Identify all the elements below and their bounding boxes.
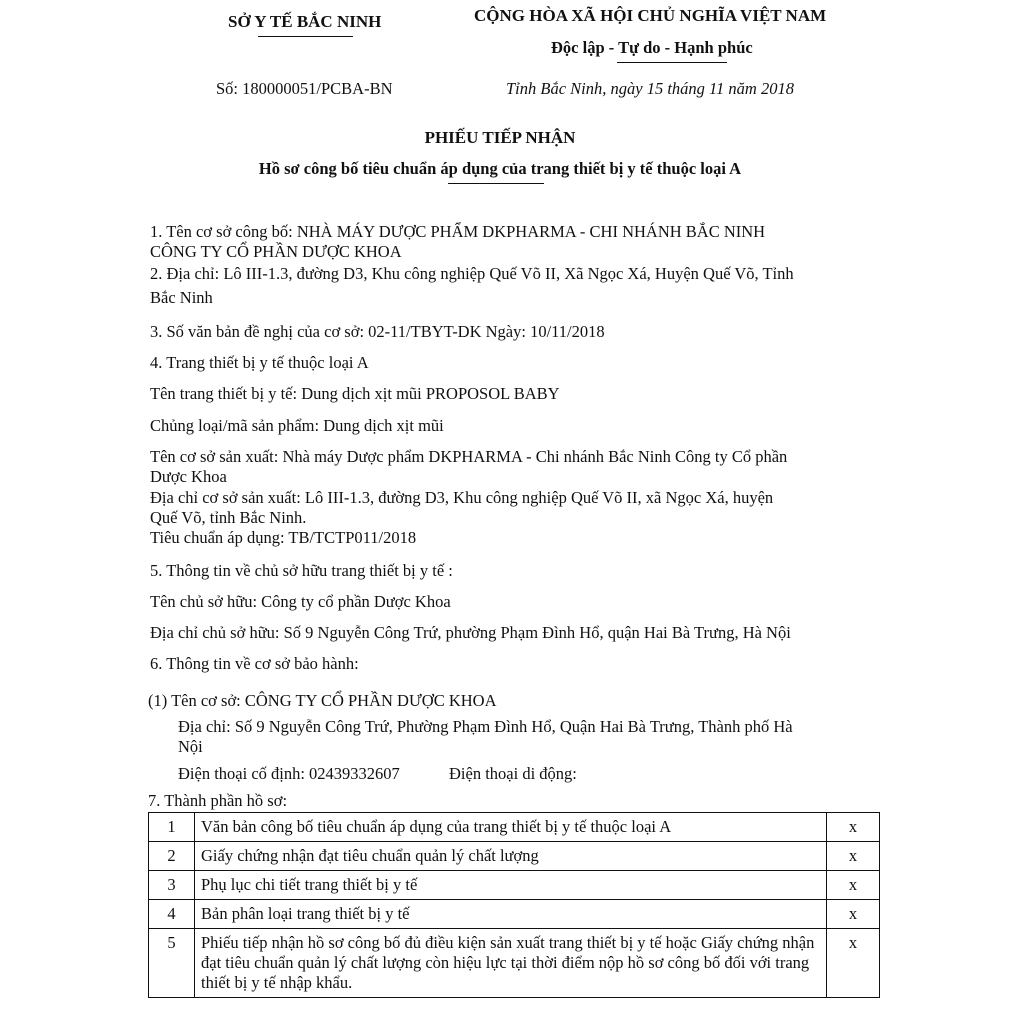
manufacturer-name: Tên cơ sở sản xuất: Nhà máy Dược phẩm DKPHARMA - Chi nhánh Bắc Ninh Công ty Cổ phần — [150, 447, 788, 466]
country-name: CỘNG HÒA XÃ HỘI CHỦ NGHĨA VIỆT NAM — [474, 6, 827, 25]
warranty-landline: Điện thoại cố định: 02439332607 — [178, 764, 400, 783]
applied-standard: Tiêu chuẩn áp dụng: TB/TCTP011/2018 — [150, 528, 417, 547]
dossier-table — [148, 812, 880, 998]
row-check-mark: x — [827, 929, 880, 998]
owner-name: Tên chủ sở hữu: Công ty cổ phần Dược Khoa — [150, 592, 451, 611]
row-check-mark: x — [827, 871, 880, 900]
row-number: 3 — [149, 871, 195, 900]
device-class: 4. Trang thiết bị y tế thuộc loại A — [150, 353, 369, 372]
warranty-mobile: Điện thoại di động: — [449, 764, 577, 783]
table-row — [149, 813, 880, 842]
row-description: Bản phân loại trang thiết bị y tế — [195, 900, 827, 929]
registrant-address: 2. Địa chỉ: Lô III-1.3, đường D3, Khu công nghiệp Quế Võ II, Xã Ngọc Xá, Huyện Quế Võ, Tỉnh — [150, 264, 794, 283]
warranty-address-cont: Nội — [178, 737, 203, 756]
owner-address: Địa chỉ chủ sở hữu: Số 9 Nguyễn Công Trứ, phường Phạm Đình Hổ, quận Hai Bà Trưng, Hà Nội — [150, 623, 791, 642]
warranty-address: Địa chỉ: Số 9 Nguyễn Công Trứ, Phường Phạm Đình Hổ, Quận Hai Bà Trưng, Thành phố Hà — [178, 717, 793, 736]
product-type: Chủng loại/mã sản phẩm: Dung dịch xịt mũi — [150, 416, 444, 435]
table-row — [149, 871, 880, 900]
row-number: 5 — [149, 929, 195, 998]
table-row — [149, 842, 880, 871]
row-description: Phụ lục chi tiết trang thiết bị y tế — [195, 871, 827, 900]
row-check-mark: x — [827, 900, 880, 929]
warranty-section-heading: 6. Thông tin về cơ sở bảo hành: — [150, 654, 359, 673]
registrant-name-cont: CÔNG TY CỔ PHẦN DƯỢC KHOA — [150, 242, 402, 261]
motto-underline — [617, 62, 727, 63]
manufacturer-name-cont: Dược Khoa — [150, 467, 227, 486]
agency-underline — [258, 36, 353, 37]
row-number: 1 — [149, 813, 195, 842]
table-row — [149, 929, 880, 998]
registrant-address-cont: Bắc Ninh — [150, 288, 213, 307]
row-description: Văn bản công bố tiêu chuẩn áp dụng của trang thiết bị y tế thuộc loại A — [195, 813, 827, 842]
document-subtitle: Hồ sơ công bố tiêu chuẩn áp dụng của trang thiết bị y tế thuộc loại A — [258, 159, 742, 178]
document-title: PHIẾU TIẾP NHẬN — [424, 128, 576, 147]
device-name: Tên trang thiết bị y tế: Dung dịch xịt mũi PROPOSOL BABY — [150, 384, 560, 403]
manufacturer-address: Địa chỉ cơ sở sản xuất: Lô III-1.3, đường D3, Khu công nghiệp Quế Võ II, xã Ngọc Xá, huyện — [150, 488, 774, 507]
row-check-mark: x — [827, 813, 880, 842]
issuing-agency: SỞ Y TẾ BẮC NINH — [228, 12, 382, 31]
row-check-mark: x — [827, 842, 880, 871]
national-motto: Độc lập - Tự do - Hạnh phúc — [551, 38, 753, 57]
row-number: 2 — [149, 842, 195, 871]
place-and-date: Tỉnh Bắc Ninh, ngày 15 tháng 11 năm 2018 — [506, 79, 794, 98]
manufacturer-address-cont: Quế Võ, tỉnh Bắc Ninh. — [150, 508, 307, 527]
registrant-name: 1. Tên cơ sở công bố: NHÀ MÁY DƯỢC PHẨM DKPHARMA - CHI NHÁNH BẮC NINH — [150, 222, 766, 241]
owner-section-heading: 5. Thông tin về chủ sở hữu trang thiết bị y tế : — [150, 561, 453, 580]
subtitle-underline — [448, 183, 544, 184]
document-number: Số: 180000051/PCBA-BN — [216, 79, 393, 98]
row-number: 4 — [149, 900, 195, 929]
warranty-facility-name: (1) Tên cơ sở: CÔNG TY CỔ PHẦN DƯỢC KHOA — [148, 691, 497, 710]
dossier-heading: 7. Thành phần hồ sơ: — [148, 791, 288, 810]
request-document: 3. Số văn bản đề nghị của cơ sở: 02-11/TBYT-DK Ngày: 10/11/2018 — [150, 322, 605, 341]
row-description: Phiếu tiếp nhận hồ sơ công bố đủ điều kiện sản xuất trang thiết bị y tế hoặc Giấy chứng nhận đạt tiêu chuẩn quản lý chất lượng còn hiệu lực tại thời điểm nộp hồ sơ công bố đối với trang thiết bị y tế nhập khẩu. — [195, 929, 827, 998]
table-row — [149, 900, 880, 929]
row-description: Giấy chứng nhận đạt tiêu chuẩn quản lý chất lượng — [195, 842, 827, 871]
